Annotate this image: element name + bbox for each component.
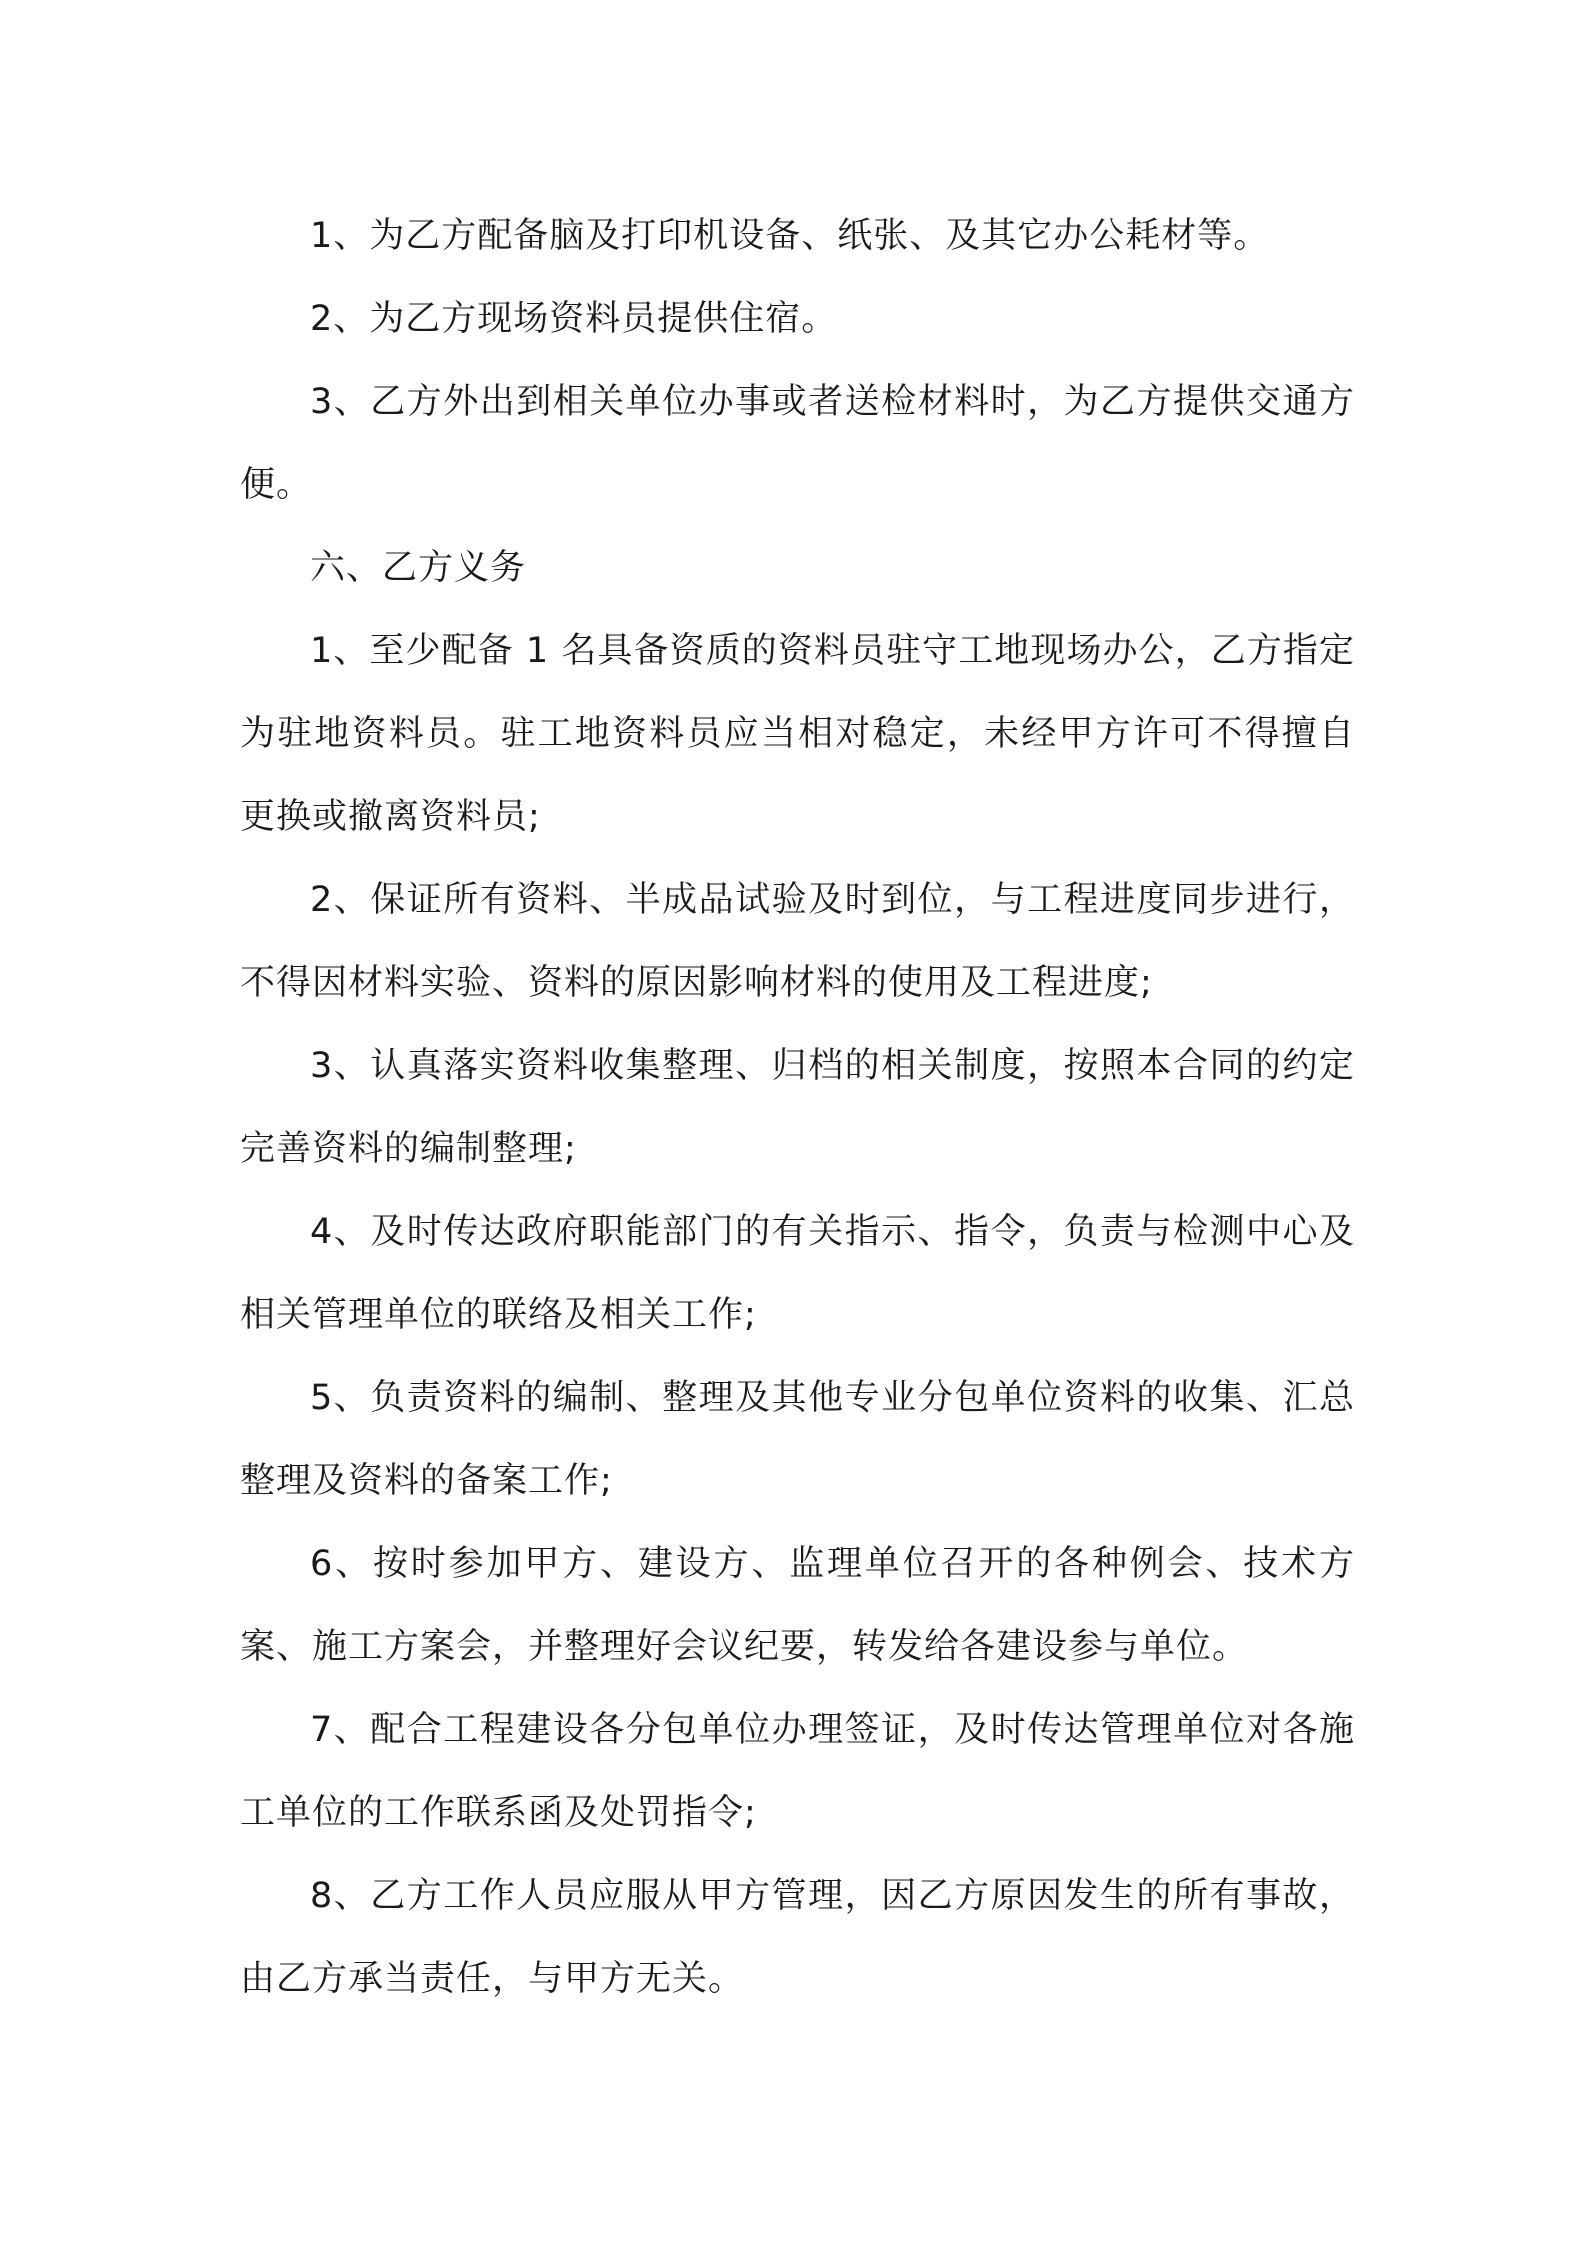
section-heading: 六、乙方义务	[310, 548, 527, 588]
paragraph-duty-8: 8、乙方工作人员应服从甲方管理，因乙方原因发生的所有事故，由乙方承当责任，与甲方无关。	[240, 1876, 1355, 1999]
paragraph-2: 2、为乙方现场资料员提供住宿。	[310, 299, 838, 339]
paragraph-duty-6: 6、按时参加甲方、建设方、监理单位召开的各种例会、技术方案、施工方案会，并整理好会议纪要，转发给各建设参与单位。	[240, 1544, 1355, 1667]
paragraph-duty-2: 2、保证所有资料、半成品试验及时到位，与工程进度同步进行，不得因材料实验、资料的原因影响材料的使用及工程进度;	[240, 880, 1355, 1003]
paragraph-duty-4: 4、及时传达政府职能部门的有关指示、指令，负责与检测中心及相关管理单位的联络及相关工作;	[240, 1212, 1355, 1335]
document-body	[240, 195, 1355, 2021]
paragraph-1: 1、为乙方配备脑及打印机设备、纸张、及其它办公耗材等。	[310, 216, 1270, 256]
paragraph-duty-7: 7、配合工程建设各分包单位办理签证，及时传达管理单位对各施工单位的工作联系函及处罚指令;	[240, 1710, 1355, 1833]
paragraph-duty-3: 3、认真落实资料收集整理、归档的相关制度，按照本合同的约定完善资料的编制整理;	[240, 1046, 1355, 1169]
paragraph-3: 3、乙方外出到相关单位办事或者送检材料时，为乙方提供交通方便。	[240, 382, 1355, 505]
paragraph-duty-1: 1、至少配备 1 名具备资质的资料员驻守工地现场办公，乙方指定为驻地资料员。驻工地资料员应当相对稳定，未经甲方许可不得擅自更换或撤离资料员;	[240, 631, 1355, 837]
paragraph-duty-5: 5、负责资料的编制、整理及其他专业分包单位资料的收集、汇总整理及资料的备案工作;	[240, 1378, 1355, 1501]
